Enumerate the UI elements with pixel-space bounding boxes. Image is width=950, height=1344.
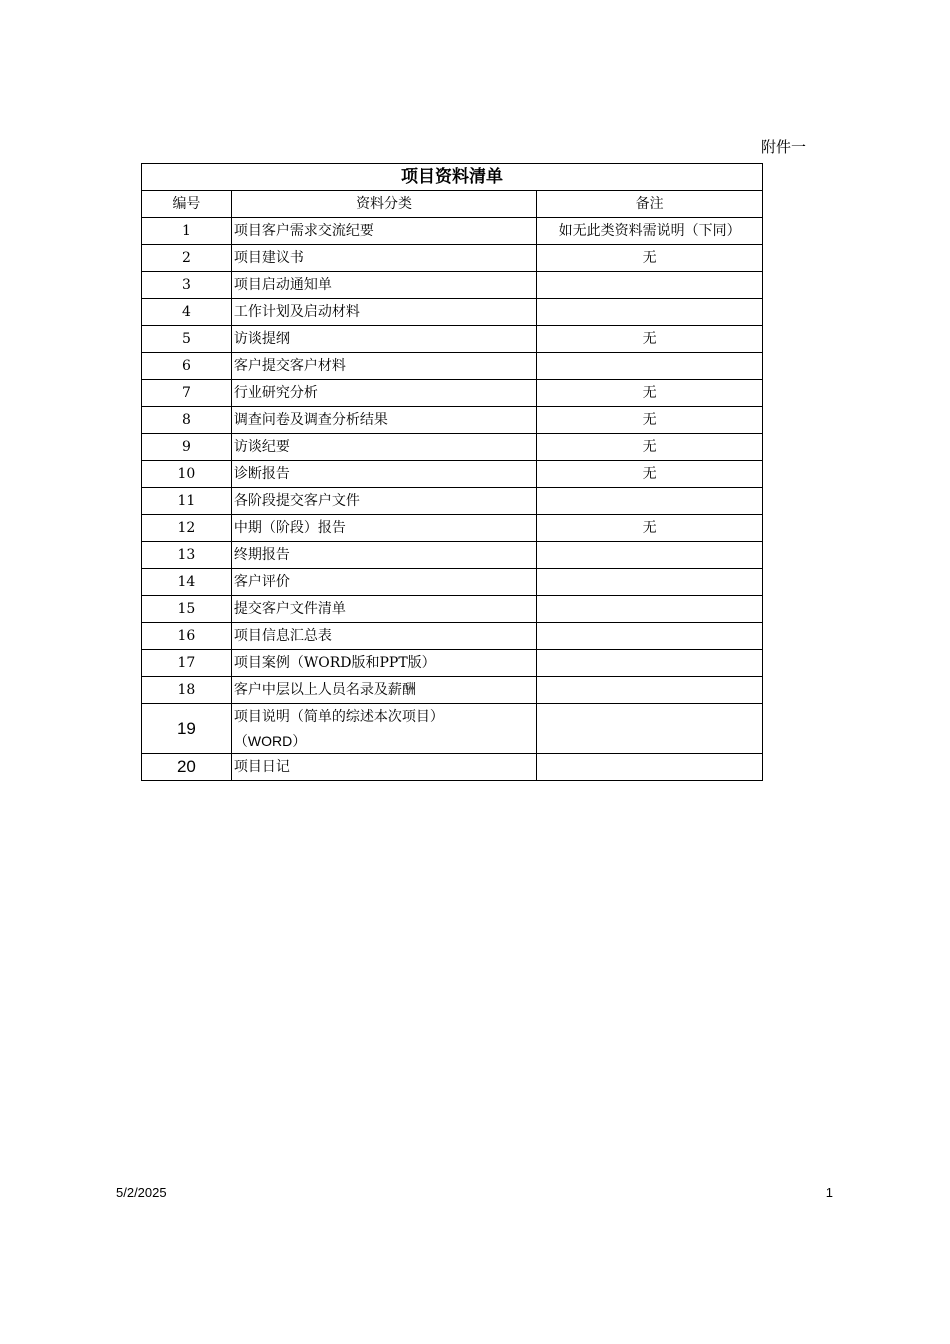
row-note: 无 <box>537 326 763 353</box>
row-number: 10 <box>142 461 232 488</box>
row-note <box>537 353 763 380</box>
table-row <box>142 569 763 596</box>
row-number: 18 <box>142 677 232 704</box>
row-category: 客户提交客户材料 <box>231 353 536 380</box>
table-row <box>142 542 763 569</box>
table-row <box>142 272 763 299</box>
row-number: 12 <box>142 515 232 542</box>
attachment-label: 附件一 <box>760 138 806 156</box>
table-row <box>142 623 763 650</box>
row-note <box>537 754 763 781</box>
row-category-line-1: 项目说明（简单的综述本次项目） <box>233 708 444 725</box>
row-number: 8 <box>142 407 232 434</box>
table-row <box>142 754 763 781</box>
row-category: 调查问卷及调查分析结果 <box>231 407 536 434</box>
row-number: 17 <box>142 650 232 677</box>
header-note: 备注 <box>537 191 763 218</box>
row-number: 14 <box>142 569 232 596</box>
row-note: 无 <box>537 245 763 272</box>
row-category: 行业研究分析 <box>231 380 536 407</box>
row-number: 5 <box>142 326 232 353</box>
row-number: 16 <box>142 623 232 650</box>
row-category: 各阶段提交客户文件 <box>231 488 536 515</box>
table-row <box>142 488 763 515</box>
footer-page-number: 1 <box>825 1185 833 1200</box>
table-title: 项目资料清单 <box>142 164 763 191</box>
table-row <box>142 380 763 407</box>
row-category: 提交客户文件清单 <box>231 596 536 623</box>
row-category: 项目案例（WORD版和PPT版） <box>231 650 536 677</box>
row-note <box>537 542 763 569</box>
table-row <box>142 596 763 623</box>
table-row <box>142 650 763 677</box>
table-row <box>142 218 763 245</box>
row-category: 项目建议书 <box>231 245 536 272</box>
row-category-line-2: （WORD） <box>233 732 307 749</box>
table-row <box>142 299 763 326</box>
table-row <box>142 677 763 704</box>
header-number: 编号 <box>142 191 232 218</box>
table-row <box>142 326 763 353</box>
row-note: 如无此类资料需说明（下同） <box>537 218 763 245</box>
table-row <box>142 434 763 461</box>
row-note: 无 <box>537 434 763 461</box>
row-number: 19 <box>142 704 232 754</box>
table-header-row <box>142 191 763 218</box>
row-note <box>537 569 763 596</box>
row-number: 4 <box>142 299 232 326</box>
row-note <box>537 299 763 326</box>
row-number: 1 <box>142 218 232 245</box>
table-row <box>142 515 763 542</box>
table-row <box>142 245 763 272</box>
row-note <box>537 596 763 623</box>
row-category: 客户评价 <box>231 569 536 596</box>
row-note: 无 <box>537 515 763 542</box>
footer-date: 5/2/2025 <box>116 1185 167 1200</box>
row-category: 项目客户需求交流纪要 <box>231 218 536 245</box>
row-category: 终期报告 <box>231 542 536 569</box>
row-note <box>537 704 763 754</box>
row-note <box>537 488 763 515</box>
row-note <box>537 623 763 650</box>
row-category: 工作计划及启动材料 <box>231 299 536 326</box>
row-note <box>537 677 763 704</box>
row-category: 项目信息汇总表 <box>231 623 536 650</box>
row-category: 中期（阶段）报告 <box>231 515 536 542</box>
row-category: 访谈纪要 <box>231 434 536 461</box>
header-category: 资料分类 <box>231 191 536 218</box>
row-number: 7 <box>142 380 232 407</box>
row-category <box>231 704 536 754</box>
row-number: 6 <box>142 353 232 380</box>
row-number: 11 <box>142 488 232 515</box>
row-note: 无 <box>537 461 763 488</box>
table-row <box>142 461 763 488</box>
row-number: 13 <box>142 542 232 569</box>
row-note: 无 <box>537 407 763 434</box>
table-row <box>142 353 763 380</box>
row-note: 无 <box>537 380 763 407</box>
row-category: 客户中层以上人员名录及薪酬 <box>231 677 536 704</box>
row-category: 项目启动通知单 <box>231 272 536 299</box>
document-table <box>141 163 763 781</box>
row-number: 2 <box>142 245 232 272</box>
row-category: 诊断报告 <box>231 461 536 488</box>
table-title-row <box>142 164 763 191</box>
row-number: 15 <box>142 596 232 623</box>
row-number: 3 <box>142 272 232 299</box>
row-note <box>537 650 763 677</box>
row-category: 项目日记 <box>231 754 536 781</box>
row-number: 9 <box>142 434 232 461</box>
row-number: 20 <box>142 754 232 781</box>
row-category: 访谈提纲 <box>231 326 536 353</box>
row-note <box>537 272 763 299</box>
table-row <box>142 407 763 434</box>
table-row <box>142 704 763 754</box>
